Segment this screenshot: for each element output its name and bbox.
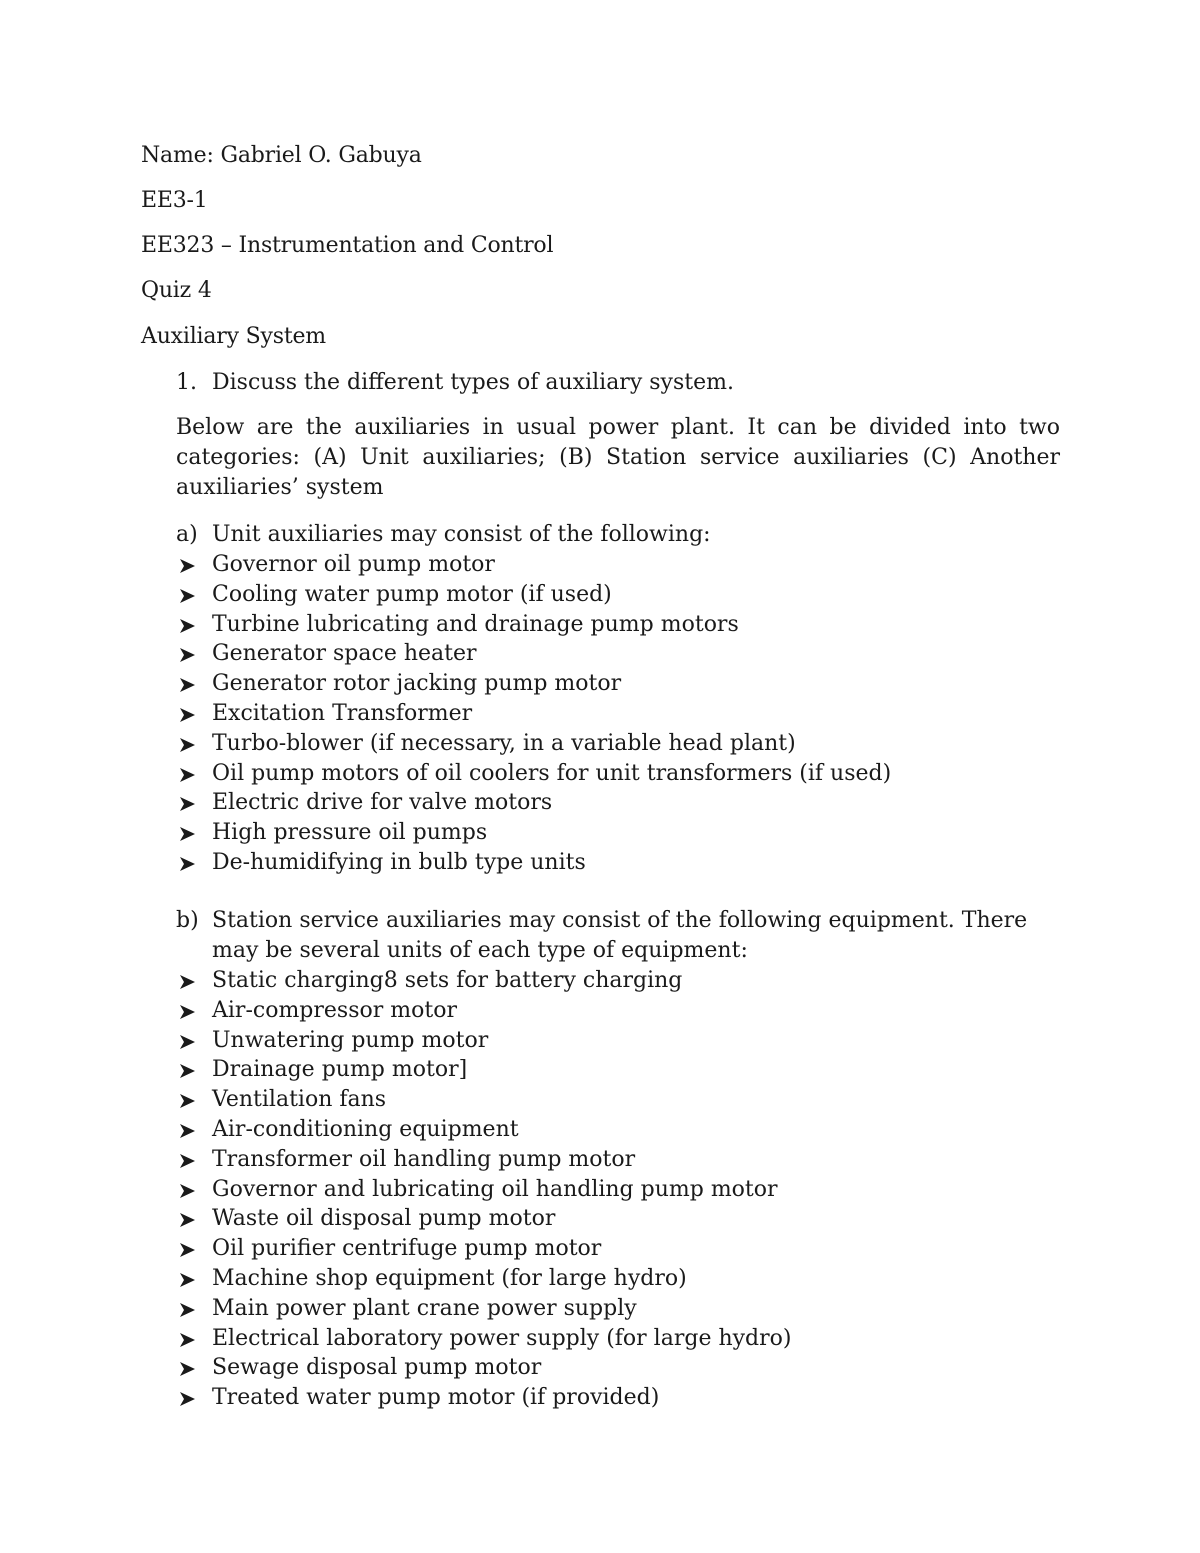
list-item-label: Sewage disposal pump motor [212,1355,542,1381]
list-item-label: High pressure oil pumps [212,820,488,846]
list-item-label: Main power plant crane power supply [212,1295,637,1321]
list-item-label: De-humidifying in bulb type units [212,849,586,875]
list-item-label: Excitation Transformer [212,700,473,726]
arrowhead-bullet-icon [179,678,195,692]
question-text: Discuss the different types of auxiliary system. [212,370,734,395]
list-item-label: Transformer oil handling pump motor [212,1146,636,1172]
intro-paragraph: Below are the auxiliaries in usual power plant. It can be divided into two categories: (A) Unit auxiliaries; (B) Station service auxiliaries (C) Another auxiliaries’ system [176,415,1060,500]
arrowhead-bullet-icon [179,768,195,782]
list-item-label: Governor and lubricating oil handling pump motor [212,1176,778,1202]
list-item-label: Air-conditioning equipment [212,1116,519,1142]
list-item-label: Unwatering pump motor [212,1027,489,1053]
list-item-label: Machine shop equipment (for large hydro) [212,1265,687,1291]
arrowhead-bullet-icon [179,1213,195,1227]
arrowhead-bullet-icon [179,1184,195,1198]
course-title: EE323 – Instrumentation and Control [141,233,554,258]
question-1 [176,368,734,398]
arrowhead-bullet-icon [179,827,195,841]
section-a-heading [176,520,1060,550]
section-b-text: Station service auxiliaries may consist of the following equipment. There may be several units of each type of equipment: [212,908,1028,963]
arrowhead-bullet-icon [179,857,195,871]
question-number: 1. [176,370,197,395]
arrowhead-bullet-icon [179,589,195,603]
list-item-label: Electrical laboratory power supply (for large hydro) [212,1325,792,1351]
list-item-label: Turbo-blower (if necessary, in a variable head plant) [212,730,796,756]
topic-title: Auxiliary System [141,324,326,349]
arrowhead-bullet-icon [179,1273,195,1287]
section-b-letter: b) [176,908,199,933]
arrowhead-bullet-icon [179,559,195,573]
list-item-label: Oil pump motors of oil coolers for unit transformers (if used) [212,760,892,786]
arrowhead-bullet-icon [179,1154,195,1168]
quiz-title: Quiz 4 [141,278,212,303]
list-item-label: Turbine lubricating and drainage pump motors [212,611,739,637]
list-item-label: Generator rotor jacking pump motor [212,671,622,697]
list-item-label: Treated water pump motor (if provided) [212,1385,660,1411]
arrowhead-bullet-icon [179,1005,195,1019]
list-item-label: Drainage pump motor] [212,1057,468,1083]
arrowhead-bullet-icon [179,1333,195,1347]
list-item-label: Ventilation fans [212,1087,387,1113]
section-b-heading [176,906,1060,966]
student-section: EE3-1 [141,188,208,213]
list-item-label: Governor oil pump motor [212,552,495,577]
arrowhead-bullet-icon [179,1303,195,1317]
list-item-label: Cooling water pump motor (if used) [212,581,612,607]
arrowhead-bullet-icon [179,648,195,662]
arrowhead-bullet-icon [179,708,195,722]
section-a-text: Unit auxiliaries may consist of the following: [212,522,711,547]
list-item-label: Oil purifier centrifuge pump motor [212,1236,602,1262]
arrowhead-bullet-icon [179,1392,195,1406]
arrowhead-bullet-icon [179,1362,195,1376]
arrowhead-bullet-icon [179,1243,195,1257]
arrowhead-bullet-icon [179,619,195,633]
student-name: Name: Gabriel O. Gabuya [141,143,422,168]
list-item-label: Generator space heater [212,641,477,667]
arrowhead-bullet-icon [179,1124,195,1138]
arrowhead-bullet-icon [179,975,195,989]
list-item-label: Air-compressor motor [212,997,457,1023]
arrowhead-bullet-icon [179,1035,195,1049]
arrowhead-bullet-icon [179,1064,195,1078]
arrowhead-bullet-icon [179,738,195,752]
list-item-label: Waste oil disposal pump motor [212,1206,556,1232]
arrowhead-bullet-icon [179,797,195,811]
list-item-label: Electric drive for valve motors [212,790,553,816]
arrowhead-bullet-icon [179,1094,195,1108]
section-a-letter: a) [176,522,198,547]
list-item-label: Static charging8 sets for battery charging [212,968,683,993]
